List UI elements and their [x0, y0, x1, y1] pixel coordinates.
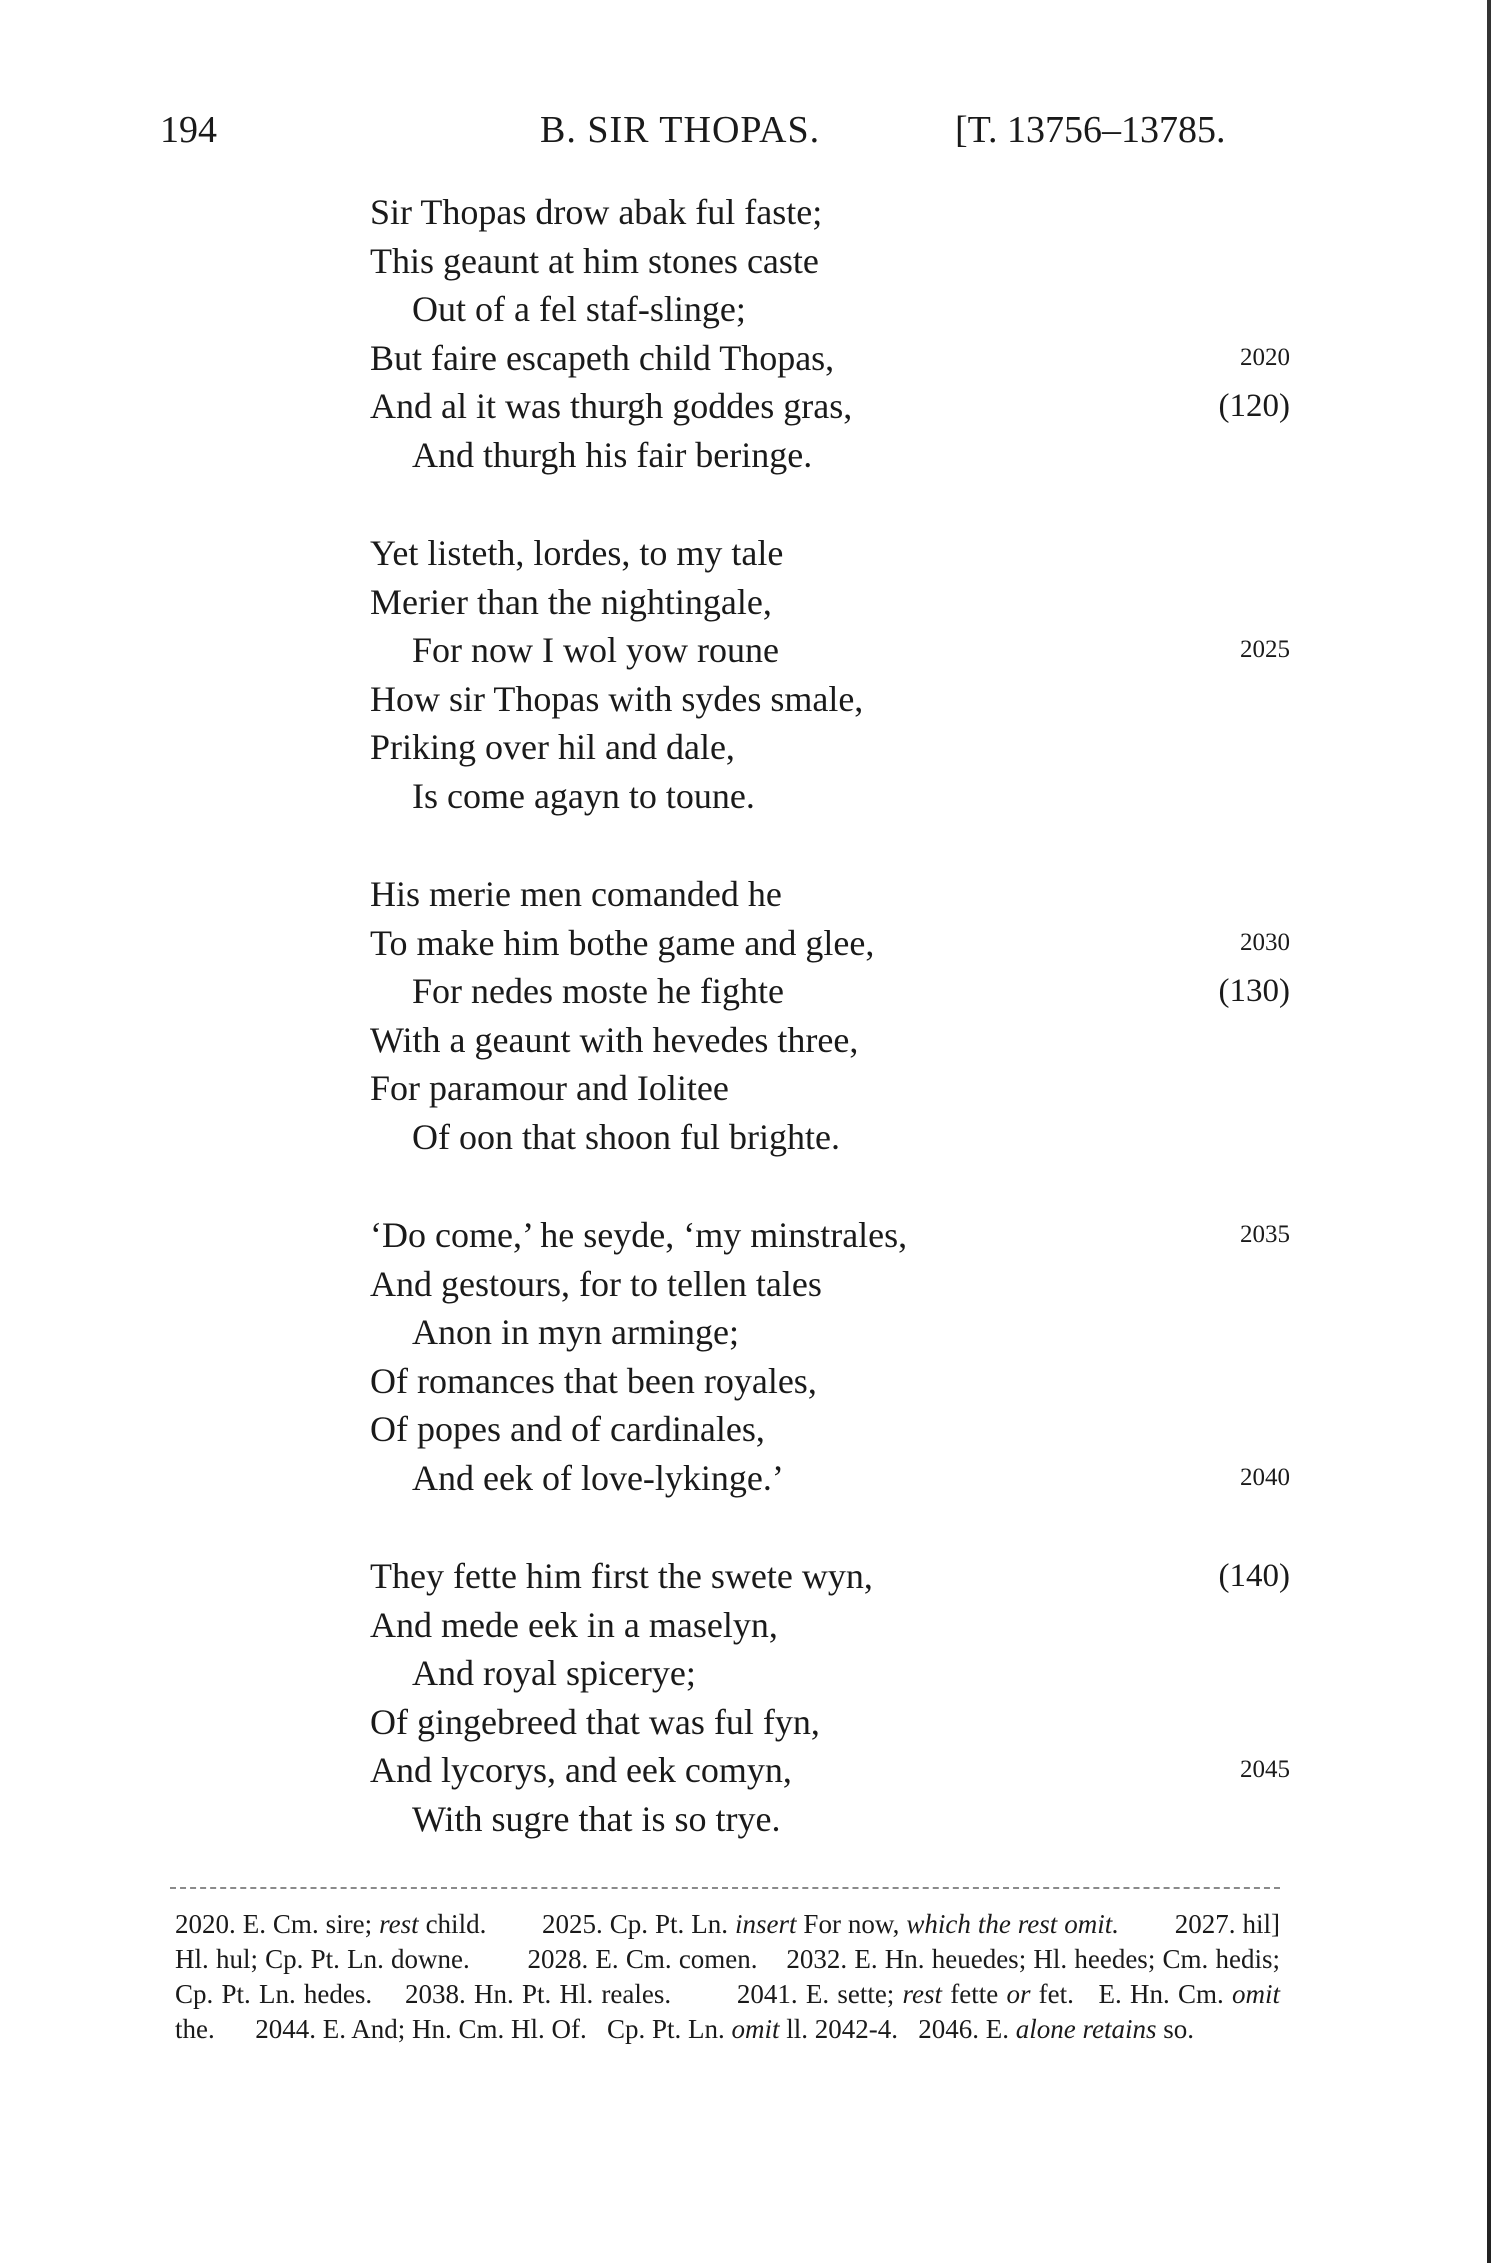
line-number: 2025	[1240, 636, 1290, 663]
footnote-italic: alone retains	[1015, 2014, 1157, 2044]
verse-text: With sugre that is so trye.	[412, 1798, 781, 1839]
footnote-italic: which the rest omit.	[906, 1909, 1120, 1939]
footnotes	[175, 1907, 1287, 2047]
stanza	[370, 1552, 1290, 1843]
verse-line	[370, 334, 1290, 383]
line-number: 2030	[1240, 928, 1290, 956]
stanza	[370, 1211, 1290, 1502]
footnote-text: so.	[1156, 2014, 1195, 2044]
verse-text: Merier than the nightingale,	[370, 581, 772, 622]
verse-text: But faire escapeth child Thopas,	[370, 337, 835, 378]
verse-line	[370, 1746, 1290, 1795]
line-number: 2040	[1240, 1463, 1290, 1491]
verse-text: Of popes and of cardinales,	[370, 1409, 765, 1449]
verse-text: Sir Thopas drow abak ful faste;	[370, 192, 823, 232]
footnote-divider	[170, 1887, 1280, 1889]
verse-text: Anon in myn arminge;	[412, 1312, 739, 1352]
line-number: 2020	[1240, 343, 1290, 371]
verse-text: And al it was thurgh goddes gras,	[370, 386, 853, 426]
verse-text: His merie men comanded he	[370, 874, 782, 914]
verse-line	[370, 626, 1290, 675]
verse-line	[370, 772, 1290, 821]
verse-line	[370, 1454, 1290, 1503]
footnote-italic: omit	[1231, 1979, 1280, 2009]
footnote-italic: rest	[902, 1979, 943, 2009]
verse-line	[370, 919, 1290, 968]
verse-line	[370, 1308, 1290, 1357]
verse-line	[370, 1357, 1290, 1406]
verse-text: How sir Thopas with sydes smale,	[370, 678, 864, 719]
footnote-text: For now,	[796, 1909, 907, 1939]
line-number: 2035	[1240, 1221, 1290, 1248]
line-number: 2045	[1240, 1756, 1290, 1783]
footnote-text: 2027. hil] Hl. hul; Cp. Pt. Ln. downe. 2028. E. Cm. comen. 2032. E. Hn. heuedes; Hl. heedes; Cm. hedis; Cp. Pt. Ln. hedes. 2038. Hn. Pt. Hl. reales. 2041. E. sette;	[175, 1909, 1287, 2009]
verse-text: With a geaunt with hevedes three,	[370, 1019, 859, 1060]
verse-text: For nedes moste he fighte	[412, 971, 784, 1011]
verse-text: This geaunt at him stones caste	[370, 240, 819, 281]
verse-line	[370, 578, 1290, 627]
verse-line	[370, 382, 1290, 431]
line-number: (120)	[1218, 388, 1290, 424]
verse-line	[370, 675, 1290, 724]
verse-line	[370, 870, 1290, 919]
line-reference: [T. 13756–13785.	[955, 109, 1226, 151]
page-number: 194	[160, 109, 217, 151]
verse-line	[370, 967, 1290, 1016]
stanza	[370, 529, 1290, 820]
footnote-paragraph	[175, 1907, 1287, 2047]
verse-line	[370, 237, 1290, 286]
footnote-text: 2020. E. Cm. sire;	[175, 1909, 380, 1939]
verse-line	[370, 1064, 1290, 1113]
verse-line	[370, 1113, 1290, 1162]
verse-line	[370, 1552, 1290, 1601]
verse-text: They fette him first the swete wyn,	[370, 1556, 873, 1596]
verse-line	[370, 1016, 1290, 1065]
verse-text: Of romances that been royales,	[370, 1360, 817, 1401]
page-header	[160, 108, 1295, 164]
verse-line	[370, 1260, 1290, 1309]
verse-text: Is come agayn to toune.	[412, 775, 755, 816]
verse-line	[370, 1211, 1290, 1260]
verse-text: ‘Do come,’ he seyde, ‘my minstrales,	[370, 1215, 908, 1255]
footnote-text: fet. E. Hn. Cm.	[1030, 1979, 1232, 2009]
verse-text: And mede eek in a maselyn,	[370, 1604, 778, 1645]
poem-body	[370, 188, 1290, 1893]
verse-line	[370, 723, 1290, 772]
verse-text: And eek of love-lykinge.’	[412, 1457, 784, 1498]
footnote-text: ll. 2042-4. 2046. E.	[779, 2014, 1016, 2044]
verse-line	[370, 188, 1290, 237]
verse-text: To make him bothe game and glee,	[370, 922, 875, 963]
verse-text: Of gingebreed that was ful fyn,	[370, 1701, 820, 1742]
running-title: B. SIR THOPAS.	[540, 109, 821, 151]
verse-text: And royal spicerye;	[412, 1653, 696, 1693]
verse-text: Of oon that shoon ful brighte.	[412, 1116, 840, 1157]
footnote-text: the. 2044. E. And; Hn. Cm. Hl. Of. Cp. Pt. Ln.	[175, 1979, 1287, 2044]
verse-line	[370, 285, 1290, 334]
footnote-italic: or	[1006, 1979, 1031, 2009]
verse-text: And thurgh his fair beringe.	[412, 434, 813, 475]
footnote-text: fette	[942, 1979, 1007, 2009]
stanza	[370, 188, 1290, 479]
verse-line	[370, 1601, 1290, 1650]
footnote-italic: rest	[379, 1909, 419, 1939]
line-number: (140)	[1218, 1558, 1290, 1594]
verse-text: And lycorys, and eek comyn,	[370, 1750, 792, 1790]
verse-text: Out of a fel staf-slinge;	[412, 289, 746, 329]
footnote-italic: omit	[731, 2014, 780, 2044]
verse-line	[370, 431, 1290, 480]
verse-line	[370, 1405, 1290, 1454]
verse-text: Priking over hil and dale,	[370, 727, 735, 767]
footnote-italic: insert	[734, 1909, 797, 1939]
page-edge-shadow	[1487, 0, 1491, 2263]
line-number: (130)	[1218, 973, 1290, 1009]
verse-text: Yet listeth, lordes, to my tale	[370, 533, 784, 573]
verse-line	[370, 1698, 1290, 1747]
verse-line	[370, 1649, 1290, 1698]
verse-text: And gestours, for to tellen tales	[370, 1263, 822, 1304]
verse-line	[370, 1795, 1290, 1844]
footnote-text: child. 2025. Cp. Pt. Ln.	[418, 1909, 735, 1939]
stanza	[370, 870, 1290, 1161]
verse-text: For paramour and Iolitee	[370, 1068, 729, 1108]
verse-line	[370, 529, 1290, 578]
verse-text: For now I wol yow roune	[412, 630, 779, 670]
